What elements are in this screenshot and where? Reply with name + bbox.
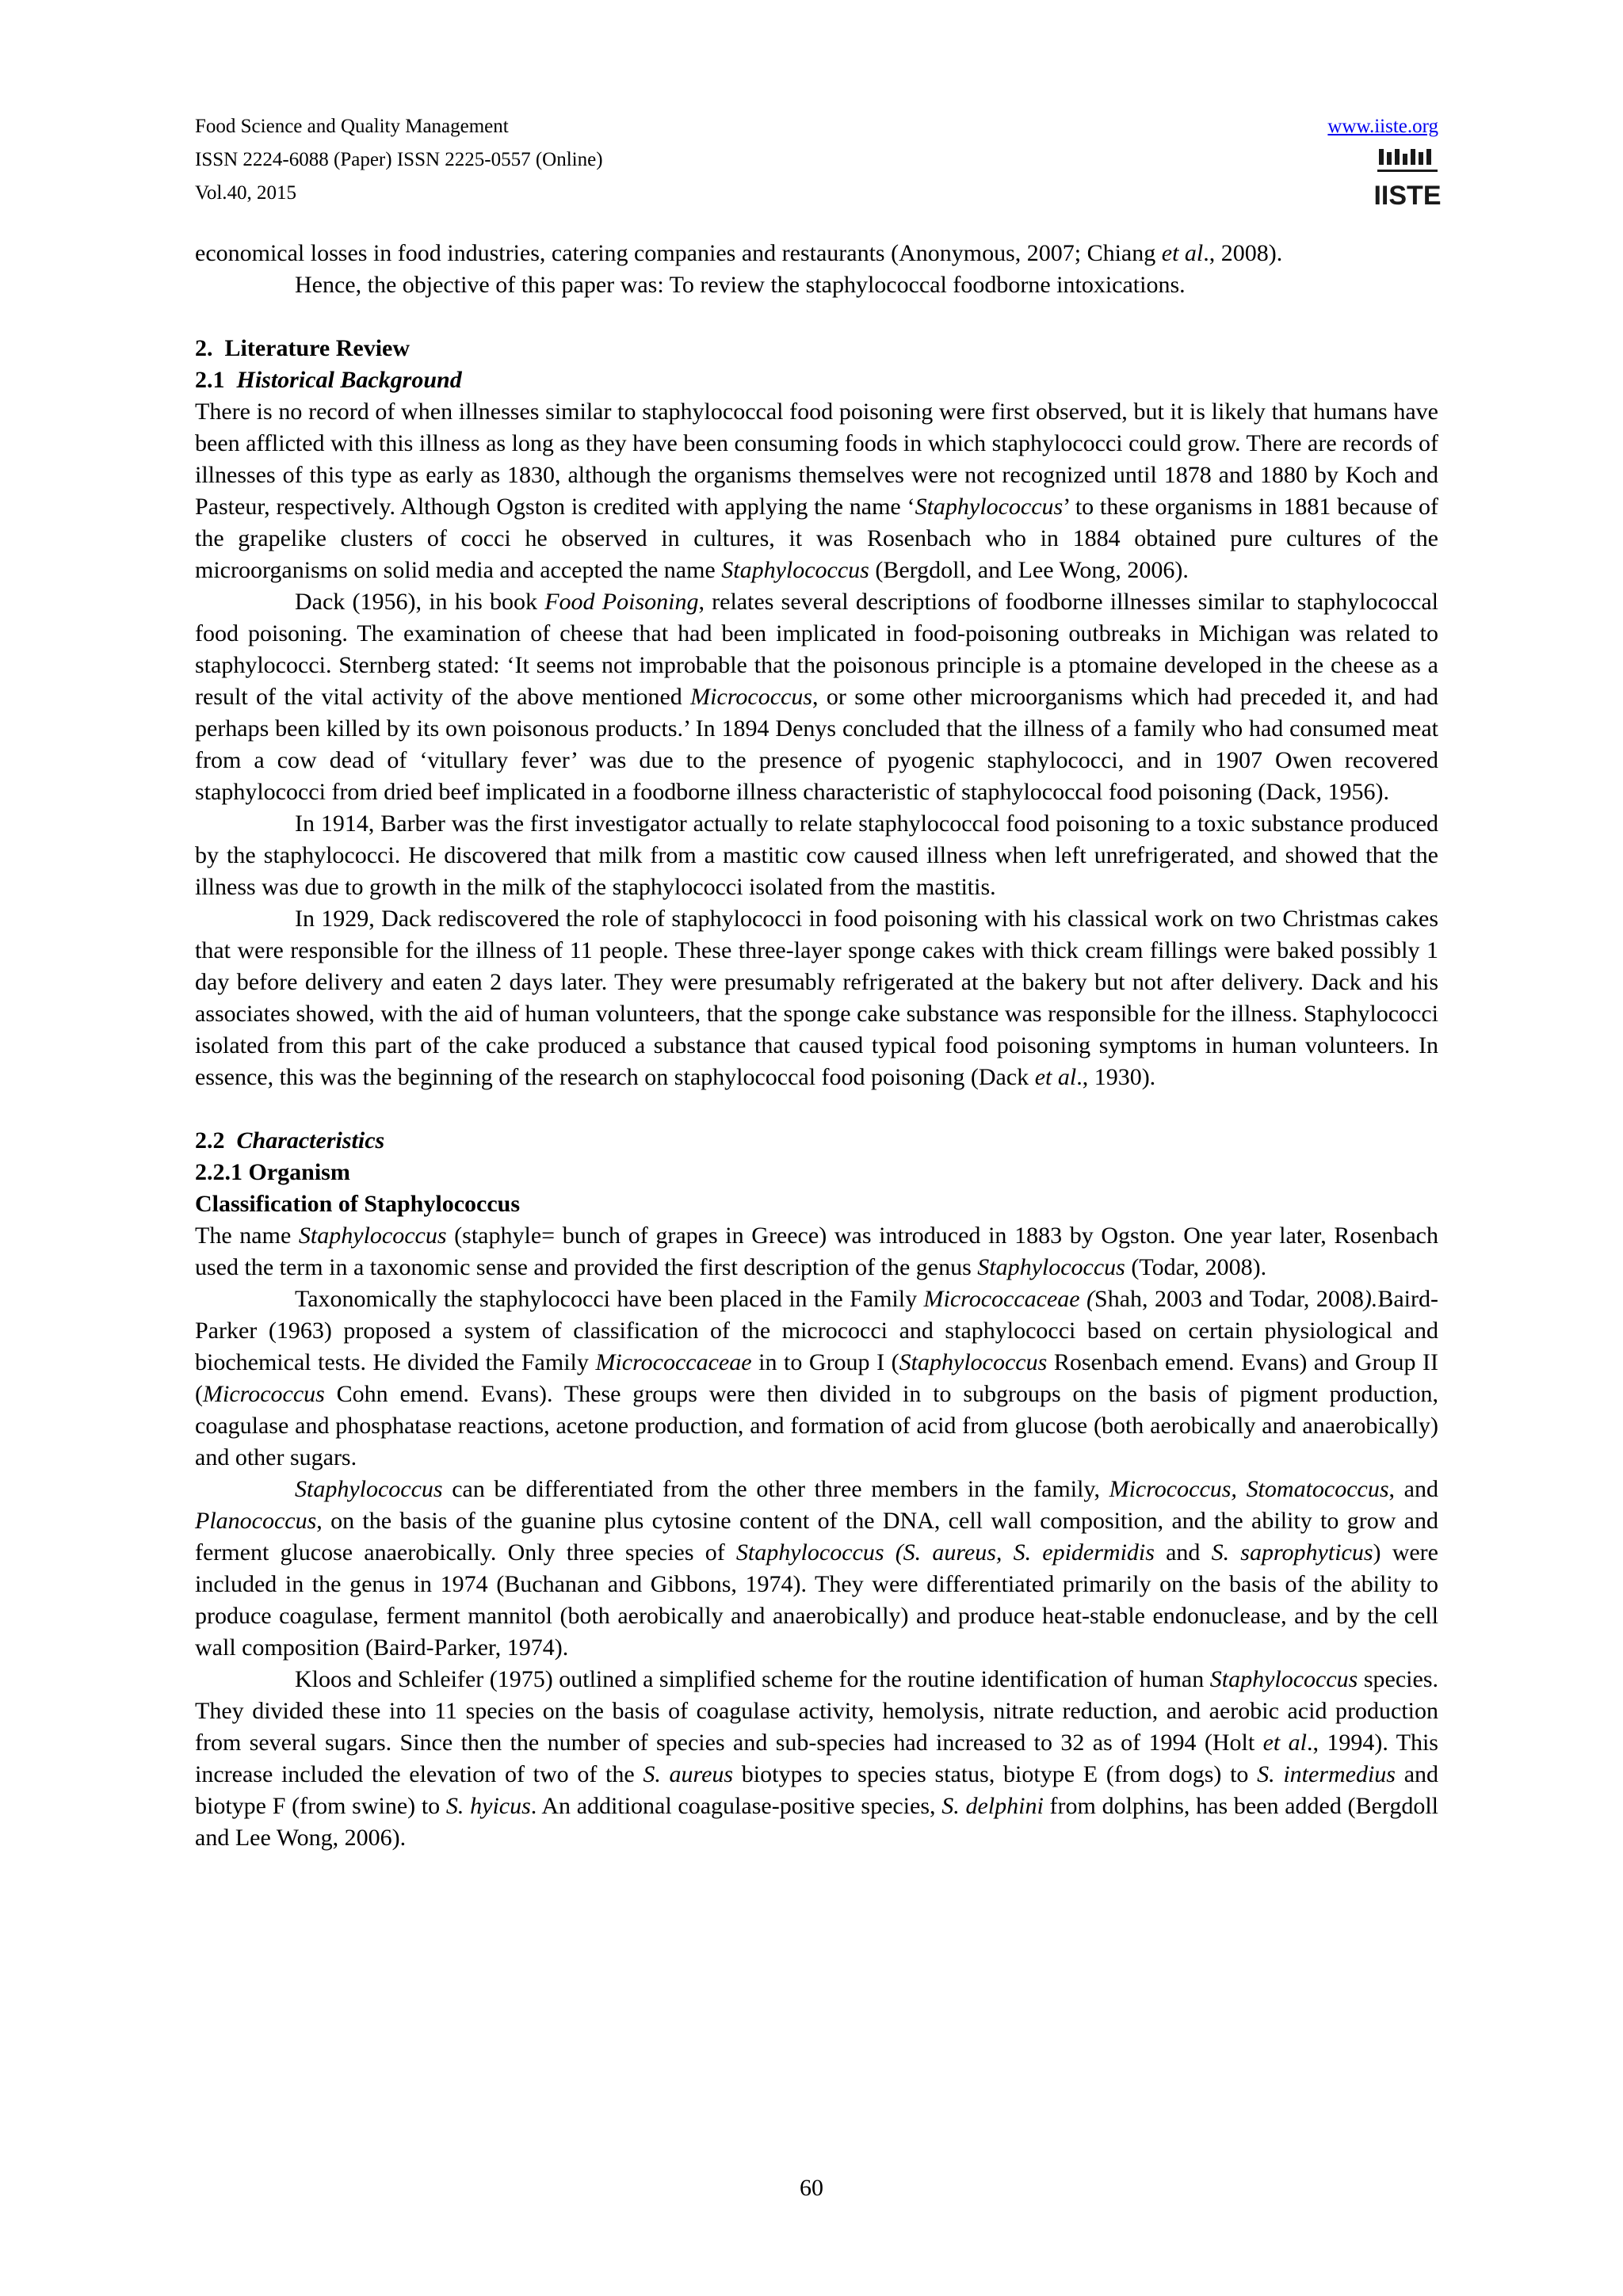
intro-paragraph: economical losses in food industries, catering companies and restaurants (Anonymous, 2007; Chiang et al., 2008). bbox=[195, 240, 1283, 266]
subsection-heading-classification: Classification of Staphylococcus bbox=[195, 1191, 521, 1217]
paragraph: In 1929, Dack rediscovered the role of staphylococci in food poisoning with his classical work on two Christmas cakes that were responsible for the illness of 11 people. These three-layer sponge cakes with thick cream fillings were baked possibly 1 day before delivery and eaten 2 days later. They were presumably refrigerated at the bakery but not after delivery. Dack and his associates showed, with the aid of human volunteers, that the sponge cake substance was responsible for the illness. Staphylococci isolated from this part of the cake produced a substance that caused typical food poisoning symptoms in human volunteers. In essence, this was the beginning of the research on staphylococcal food poisoning (Dack et al., 1930). bbox=[195, 906, 1438, 1090]
issn-line: ISSN 2224-6088 (Paper) ISSN 2225-0557 (Online) bbox=[195, 149, 603, 170]
paragraph: There is no record of when illnesses similar to staphylococcal food poisoning were first observed, but it is likely that humans have been afflicted with this illness as long as they have been consuming foods in which staphylococci could grow. There are records of illnesses of this type as early as 1830, although the organisms themselves were not recognized until 1878 and 1880 by Koch and Pasteur, respectively. Although Ogston is credited with applying the name ‘Staphylococcus’ to these organisms in 1881 because of the grapelike clusters of cocci he observed in cultures, it was Rosenbach who in 1884 obtained pure cultures of the microorganisms on solid media and accepted the name Staphylococcus (Bergdoll, and Lee Wong, 2006). bbox=[195, 399, 1438, 583]
paragraph: Kloos and Schleifer (1975) outlined a simplified scheme for the routine identification of human Staphylococcus species. They divided these into 11 species on the basis of coagulase activity, hemolysis, nitrate reduction, and aerobic acid production from several sugars. Since then the number of species and sub-species had increased to 32 as of 1994 (Holt et al., 1994). This increase included the elevation of two of the S. aureus biotypes to species status, biotype E (from dogs) to S. intermedius and biotype F (from swine) to S. hyicus. An additional coagulase-positive species, S. delphini from dolphins, has been added (Bergdoll and Lee Wong, 2006). bbox=[195, 1666, 1439, 1851]
paragraph: The name Staphylococcus (staphyle= bunch of grapes in Greece) was introduced in 1883 by Ogston. One year later, Rosenbach used the term in a taxonomic sense and provided the first description of the genus Staphylococcus (Todar, 2008). bbox=[195, 1222, 1438, 1280]
objective-paragraph: Hence, the objective of this paper was: To review the staphylococcal foodborne intoxications. bbox=[295, 272, 1186, 298]
paragraph: Dack (1956), in his book Food Poisoning, relates several descriptions of foodborne illnesses similar to staphylococcal food poisoning. The examination of cheese that had been implicated in food-poisoning outbreaks in Michigan was related to staphylococci. Sternberg stated: ‘It seems not improbable that the poisonous principle is a ptomaine developed in the cheese as a result of the vital activity of the above mentioned Micrococcus, or some other microorganisms which had preceded it, and had perhaps been killed by its own poisonous products.’ In 1894 Denys concluded that the illness of a family who had consumed meat from a cow dead of ‘vitullary fever’ was due to the presence of pyogenic staphylococci, and in 1907 Owen recovered staphylococci from dried beef implicated in a foodborne illness characteristic of staphylococcal food poisoning (Dack, 1956). bbox=[195, 589, 1439, 805]
section-heading-characteristics: 2.2 Characteristics bbox=[195, 1127, 385, 1154]
paragraph: Taxonomically the staphylococci have been placed in the Family Micrococcaceae (Shah, 2003 and Todar, 2008).Baird-Parker (1963) proposed a system of classification of the micrococci and staphylococci based on certain physiological and biochemical tests. He divided the Family Micrococcaceae in to Group I (Staphylococcus Rosenbach emend. Evans) and Group II (Micrococcus Cohn emend. Evans). These groups were then divided in to subgroups on the basis of pigment production, coagulase and phosphatase reactions, acetone production, and formation of acid from glucose (both aerobically and anaerobically) and other sugars. bbox=[195, 1286, 1439, 1470]
section-heading-historical-background: 2.1 Historical Background bbox=[195, 367, 462, 393]
section-heading-literature-review: 2. Literature Review bbox=[195, 335, 411, 361]
article-body bbox=[195, 238, 1438, 1854]
paragraph: Staphylococcus can be differentiated from the other three members in the family, Micrococcus, Stomatococcus, and Planococcus, on the basis of the guanine plus cytosine content of the DNA, cell wall composition, and the ability to grow and ferment glucose anaerobically. Only three species of Staphylococcus (S. aureus, S. epidermidis and S. saprophyticus) were included in the genus in 1974 (Buchanan and Gibbons, 1974). They were differentiated primarily on the basis of the ability to produce coagulase, ferment mannitol (both aerobically and anaerobically) and produce heat-stable endonuclease, and by the cell wall composition (Baird-Parker, 1974). bbox=[195, 1476, 1438, 1661]
logo-text: IISTE bbox=[1373, 181, 1442, 211]
page-number: 60 bbox=[800, 2175, 823, 2201]
journal-url-link[interactable]: www.iiste.org bbox=[1327, 116, 1438, 137]
volume-line: Vol.40, 2015 bbox=[195, 182, 297, 204]
paragraph: In 1914, Barber was the first investigator actually to relate staphylococcal food poisoning to a toxic substance produced by the staphylococci. He discovered that milk from a mastitic cow caused illness when left unrefrigerated, and showed that the illness was due to growth in the milk of the staphylococci isolated from the mastitis. bbox=[195, 810, 1438, 900]
journal-name: Food Science and Quality Management bbox=[195, 116, 509, 137]
subsection-heading-organism: 2.2.1 Organism bbox=[195, 1159, 350, 1185]
iiste-logo bbox=[1373, 149, 1442, 211]
